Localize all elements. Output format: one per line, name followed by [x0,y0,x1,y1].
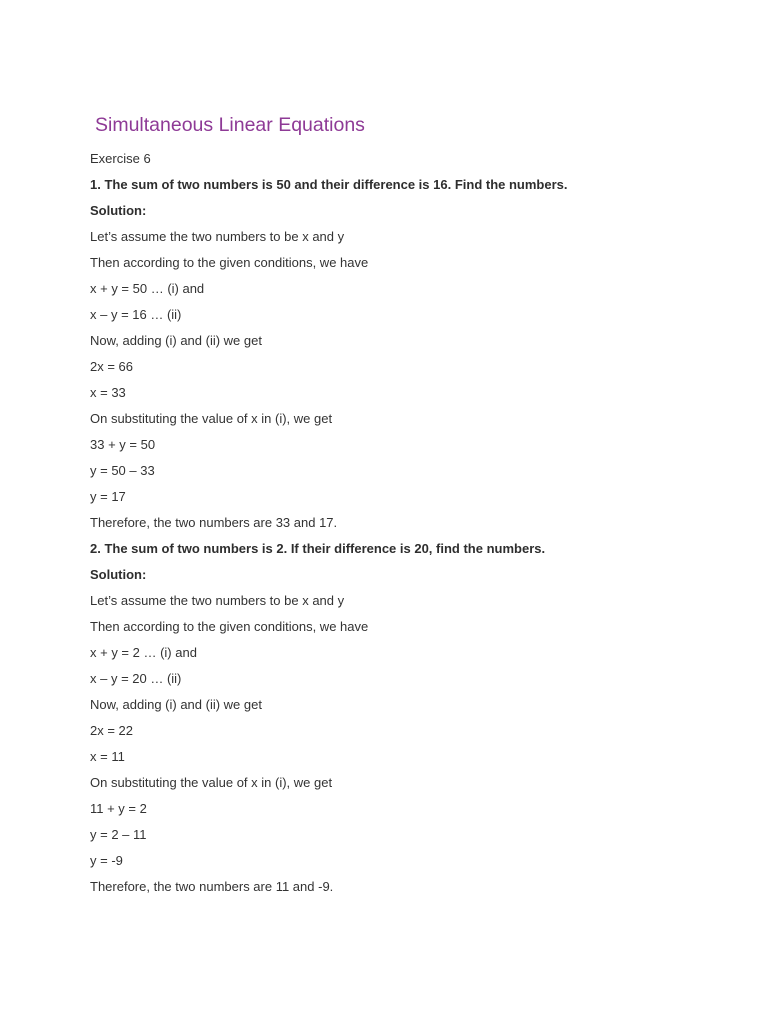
equation-line: 2x = 66 [90,359,134,374]
equation-line: x = 33 [90,385,126,400]
solution-step: On substituting the value of x in (i), we get [90,775,333,790]
solution-conclusion: Therefore, the two numbers are 33 and 17. [90,515,338,530]
equation-line: x + y = 50 … (i) and [90,281,205,296]
question-2-solution-label: Solution: [90,567,147,582]
solution-step: Let’s assume the two numbers to be x and y [90,593,345,608]
equation-line: x = 11 [90,749,125,764]
solution-step: Let’s assume the two numbers to be x and y [90,229,345,244]
solution-step: Then according to the given conditions, we have [90,619,369,634]
question-1-text: 1. The sum of two numbers is 50 and their difference is 16. Find the numbers. [90,177,568,192]
equation-line: x + y = 2 … (i) and [90,645,197,660]
equation-line: y = 2 – 11 [90,827,147,842]
equation-line: y = 17 [90,489,126,504]
equation-line: y = -9 [90,853,123,868]
question-2-text: 2. The sum of two numbers is 2. If their difference is 20, find the numbers. [90,541,546,556]
solution-step: Then according to the given conditions, we have [90,255,369,270]
solution-step: On substituting the value of x in (i), we get [90,411,333,426]
equation-line: 33 + y = 50 [90,437,156,452]
exercise-label: Exercise 6 [90,151,151,166]
question-1-solution-label: Solution: [90,203,147,218]
solution-step: Now, adding (i) and (ii) we get [90,697,262,712]
document-body [90,146,730,900]
solution-conclusion: Therefore, the two numbers are 11 and -9. [90,879,334,894]
page-title: Simultaneous Linear Equations [95,114,365,136]
equation-line: x – y = 16 … (ii) [90,307,182,322]
equation-line: 11 + y = 2 [90,801,147,816]
equation-line: x – y = 20 … (ii) [90,671,182,686]
equation-line: 2x = 22 [90,723,134,738]
solution-step: Now, adding (i) and (ii) we get [90,333,262,348]
equation-line: y = 50 – 33 [90,463,155,478]
